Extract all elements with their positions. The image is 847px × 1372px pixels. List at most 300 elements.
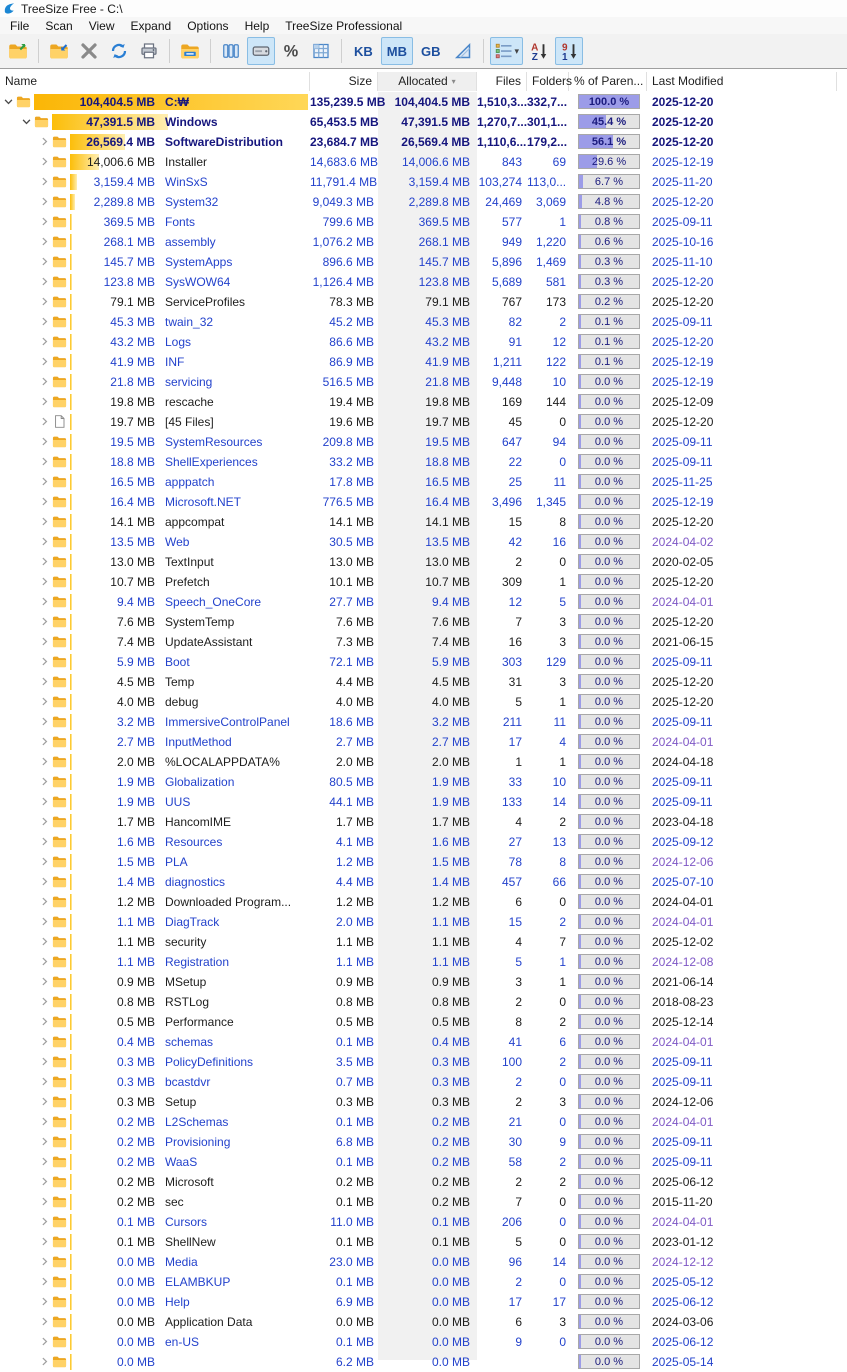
percent-label: 0.0 % xyxy=(594,716,624,728)
cell-files: 4 xyxy=(515,815,522,829)
column-header-files[interactable] xyxy=(477,72,527,91)
grid-view-button[interactable] xyxy=(307,37,335,65)
expander-chevron-icon[interactable] xyxy=(38,372,52,392)
table-row[interactable] xyxy=(0,1072,847,1092)
select-directory-button[interactable] xyxy=(4,37,32,65)
table-row[interactable] xyxy=(0,1172,847,1192)
table-row[interactable] xyxy=(0,1232,847,1252)
percent-of-parent-bar xyxy=(578,834,640,849)
column-header-allocated[interactable] xyxy=(378,72,477,91)
expander-chevron-icon[interactable] xyxy=(38,552,52,572)
folder-icon xyxy=(52,332,68,352)
row-size-label: 0.0 MB xyxy=(116,1255,155,1269)
cell-size: 27.7 MB xyxy=(329,595,374,609)
cell-files: 15 xyxy=(508,515,522,529)
expander-chevron-icon[interactable] xyxy=(38,672,52,692)
percent-of-parent-bar xyxy=(578,474,640,489)
cell-allocated: 0.5 MB xyxy=(431,1015,470,1029)
table-row[interactable] xyxy=(0,892,847,912)
percent-label: 0.1 % xyxy=(594,316,624,328)
cell-files: 949 xyxy=(501,235,522,249)
cell-size: 4.4 MB xyxy=(335,675,374,689)
expander-chevron-icon[interactable] xyxy=(20,112,34,132)
percent-of-parent-bar xyxy=(578,894,640,909)
cell-folders: 12 xyxy=(552,335,566,349)
unit-gb-label: GB xyxy=(421,43,441,59)
cell-allocated: 145.7 MB xyxy=(418,255,470,269)
cell-allocated: 4.0 MB xyxy=(431,695,470,709)
folder-icon xyxy=(52,1072,68,1092)
row-name: bcastdvr xyxy=(165,1075,211,1089)
row-name: Application Data xyxy=(165,1315,253,1329)
expander-chevron-icon[interactable] xyxy=(38,772,52,792)
table-row[interactable] xyxy=(0,292,847,312)
cell-folders xyxy=(527,1352,566,1372)
cell-last-modified: 2025-11-25 xyxy=(652,475,713,489)
row-size-label: 0.5 MB xyxy=(116,1015,155,1029)
row-name: Media xyxy=(165,1255,198,1269)
cell-allocated: 4.5 MB xyxy=(431,675,470,689)
cell-last-modified: 2025-12-20 xyxy=(652,275,714,289)
expander-chevron-icon[interactable] xyxy=(38,472,52,492)
cell-files: 15 xyxy=(508,915,522,929)
folder-icon xyxy=(52,572,68,592)
row-size-label: 9.4 MB xyxy=(116,595,155,609)
menu-item-help[interactable]: Help xyxy=(244,18,270,33)
folder-icon xyxy=(52,152,68,172)
cell-folders: 113,0... xyxy=(527,175,567,189)
row-name: ShellExperiences xyxy=(165,455,258,469)
percent-of-parent-bar xyxy=(578,154,640,169)
table-row[interactable] xyxy=(0,552,847,572)
table-row[interactable] xyxy=(0,1292,847,1312)
columns-icon xyxy=(221,41,241,61)
expander-chevron-icon[interactable] xyxy=(38,692,52,712)
table-row[interactable] xyxy=(0,652,847,672)
expander-chevron-icon[interactable] xyxy=(38,132,52,152)
table-row[interactable] xyxy=(0,1032,847,1052)
table-row[interactable] xyxy=(0,452,847,472)
percent-label: 0.0 % xyxy=(594,1336,624,1348)
table-row[interactable] xyxy=(0,1332,847,1352)
percent-label: 0.0 % xyxy=(594,1116,624,1128)
percent-label: 0.0 % xyxy=(594,1296,624,1308)
expander-chevron-icon[interactable] xyxy=(38,1172,52,1192)
percent-of-parent-bar xyxy=(578,714,640,729)
expander-chevron-icon[interactable] xyxy=(38,792,52,812)
row-name: ServiceProfiles xyxy=(165,295,246,309)
cell-allocated: 0.0 MB xyxy=(431,1315,470,1329)
cell-allocated: 0.0 MB xyxy=(431,1335,470,1349)
expander-chevron-icon[interactable] xyxy=(38,352,52,372)
table-row[interactable] xyxy=(0,512,847,532)
cell-folders: 11 xyxy=(553,715,566,729)
cell-allocated: 1.5 MB xyxy=(431,855,470,869)
table-row[interactable] xyxy=(0,992,847,1012)
cell-size: 1.7 MB xyxy=(335,815,374,829)
table-row[interactable] xyxy=(0,1052,847,1072)
cell-folders: 5 xyxy=(559,595,566,609)
row-size-label: 1.9 MB xyxy=(116,775,155,789)
menu-item-file[interactable]: File xyxy=(10,18,30,33)
cell-folders: 144 xyxy=(545,395,566,409)
expander-chevron-icon[interactable] xyxy=(38,992,52,1012)
expander-chevron-icon[interactable] xyxy=(38,932,52,952)
cell-last-modified: 2025-09-11 xyxy=(652,455,713,469)
expander-chevron-icon[interactable] xyxy=(38,732,52,752)
table-row[interactable] xyxy=(0,412,847,432)
cell-allocated: 16.5 MB xyxy=(425,475,470,489)
folder-icon xyxy=(52,132,68,152)
expander-chevron-icon[interactable] xyxy=(38,852,52,872)
expander-chevron-icon[interactable] xyxy=(38,1012,52,1032)
table-row[interactable] xyxy=(0,952,847,972)
table-row[interactable] xyxy=(0,792,847,812)
table-row[interactable] xyxy=(0,752,847,772)
cell-allocated: 2.0 MB xyxy=(431,755,470,769)
table-row[interactable] xyxy=(0,1272,847,1292)
cell-last-modified: 2024-12-06 xyxy=(652,1095,714,1109)
unit-kb-button[interactable] xyxy=(348,37,379,65)
cell-allocated: 0.1 MB xyxy=(431,1215,470,1229)
expander-chevron-icon[interactable] xyxy=(38,1092,52,1112)
menu-item-view[interactable]: View xyxy=(88,18,115,33)
cell-size: 86.9 MB xyxy=(329,355,374,369)
expander-chevron-icon[interactable] xyxy=(38,1152,52,1172)
table-row[interactable] xyxy=(0,352,847,372)
cell-files: 96 xyxy=(508,1255,522,1269)
cell-folders: 2 xyxy=(559,315,566,329)
table-row[interactable] xyxy=(0,312,847,332)
row-name: Globalization xyxy=(165,775,235,789)
delete-button[interactable] xyxy=(75,37,103,65)
cell-files: 5 xyxy=(515,695,522,709)
toolbar-separator xyxy=(169,39,170,63)
cell-last-modified: 2025-11-20 xyxy=(652,175,713,189)
sort-alphabetical-button[interactable] xyxy=(525,37,553,65)
cell-folders: 8 xyxy=(559,855,566,869)
row-name: HancomIME xyxy=(165,815,232,829)
folder-icon xyxy=(52,1012,68,1032)
cell-last-modified: 2025-09-11 xyxy=(652,715,713,729)
expander-chevron-icon[interactable] xyxy=(38,452,52,472)
column-header-label: Files xyxy=(495,74,521,88)
cell-folders: 3 xyxy=(559,615,566,629)
refresh-button[interactable] xyxy=(105,37,133,65)
percent-label: 0.0 % xyxy=(594,436,624,448)
unit-mb-button[interactable] xyxy=(381,37,413,65)
table-row[interactable] xyxy=(0,172,847,192)
expander-chevron-icon[interactable] xyxy=(38,172,52,192)
expander-chevron-icon[interactable] xyxy=(38,752,52,772)
cell-files: 45 xyxy=(508,415,522,429)
expander-chevron-icon[interactable] xyxy=(38,312,52,332)
table-row[interactable] xyxy=(0,772,847,792)
expander-chevron-icon[interactable] xyxy=(38,1192,52,1212)
expander-chevron-icon[interactable] xyxy=(38,1332,52,1352)
move-to-button[interactable] xyxy=(45,37,73,65)
cell-files: 169 xyxy=(501,395,522,409)
allocated-space-view-button[interactable] xyxy=(247,37,275,65)
folder-icon xyxy=(52,812,68,832)
expander-chevron-icon[interactable] xyxy=(38,292,52,312)
print-button[interactable] xyxy=(135,37,163,65)
table-row[interactable] xyxy=(0,192,847,212)
table-row[interactable] xyxy=(0,372,847,392)
table-row[interactable] xyxy=(0,692,847,712)
cell-allocated: 0.3 MB xyxy=(431,1095,470,1109)
percent-label: 0.2 % xyxy=(594,296,624,308)
sort-indicator-icon: ▾ xyxy=(451,77,456,86)
cell-last-modified: 2025-06-12 xyxy=(652,1295,714,1309)
expander-chevron-icon[interactable] xyxy=(2,92,16,112)
expander-chevron-icon[interactable] xyxy=(38,632,52,652)
expander-chevron-icon[interactable] xyxy=(38,952,52,972)
cell-size: 10.1 MB xyxy=(329,575,374,589)
table-row[interactable] xyxy=(0,632,847,652)
table-row[interactable] xyxy=(0,432,847,452)
table-row[interactable] xyxy=(0,132,847,152)
table-row[interactable] xyxy=(0,672,847,692)
table-row[interactable] xyxy=(0,612,847,632)
expander-chevron-icon[interactable] xyxy=(38,252,52,272)
table-row[interactable] xyxy=(0,1212,847,1232)
folder-icon xyxy=(52,672,68,692)
expander-chevron-icon[interactable] xyxy=(38,212,52,232)
expander-chevron-icon[interactable] xyxy=(38,432,52,452)
expander-chevron-icon[interactable] xyxy=(38,1112,52,1132)
expander-chevron-icon[interactable] xyxy=(38,812,52,832)
folder-icon xyxy=(52,312,68,332)
column-header-name[interactable] xyxy=(0,72,310,91)
percent-label: 29.6 % xyxy=(591,156,627,168)
menu-bar xyxy=(0,17,847,34)
expander-chevron-icon[interactable] xyxy=(38,412,52,432)
column-header-label: Folders xyxy=(532,74,573,88)
expander-chevron-icon[interactable] xyxy=(38,152,52,172)
cell-allocated: 7.6 MB xyxy=(431,615,470,629)
percent-label: 0.0 % xyxy=(594,536,624,548)
expander-chevron-icon[interactable] xyxy=(38,1232,52,1252)
sort-91-icon xyxy=(559,41,579,61)
percent-view-button[interactable] xyxy=(277,37,305,65)
expander-chevron-icon[interactable] xyxy=(38,572,52,592)
percent-of-parent-bar xyxy=(578,1294,640,1309)
expander-chevron-icon[interactable] xyxy=(38,1312,52,1332)
table-row[interactable] xyxy=(0,872,847,892)
table-row[interactable] xyxy=(0,1092,847,1112)
folder-icon xyxy=(52,532,68,552)
cell-folders: 129 xyxy=(545,655,566,669)
menu-item-options[interactable]: Options xyxy=(187,18,229,33)
percent-of-parent-bar xyxy=(578,554,640,569)
row-name: System32 xyxy=(165,195,219,209)
table-row[interactable] xyxy=(0,1132,847,1152)
table-row[interactable] xyxy=(0,1192,847,1212)
cell-files: 2 xyxy=(515,995,522,1009)
expander-chevron-icon[interactable] xyxy=(38,892,52,912)
cell-folders: 173 xyxy=(545,295,566,309)
expander-chevron-icon[interactable] xyxy=(38,832,52,852)
cell-files: 1,110,6... xyxy=(477,135,527,149)
sort-by-size-button[interactable] xyxy=(555,37,583,65)
sort-options-button[interactable] xyxy=(490,37,524,65)
table-row[interactable] xyxy=(0,1152,847,1172)
cell-files: 3,496 xyxy=(491,495,522,509)
expander-chevron-icon[interactable] xyxy=(38,872,52,892)
expander-chevron-icon[interactable] xyxy=(38,612,52,632)
cell-last-modified: 2025-05-12 xyxy=(652,1275,714,1289)
cell-files: 21 xyxy=(508,1115,522,1129)
cell-folders: 2 xyxy=(559,815,566,829)
table-row[interactable] xyxy=(0,712,847,732)
expander-chevron-icon[interactable] xyxy=(38,1032,52,1052)
expander-chevron-icon[interactable] xyxy=(38,1352,52,1372)
expander-chevron-icon[interactable] xyxy=(38,272,52,292)
row-name: sec xyxy=(165,1195,184,1209)
row-name: TextInput xyxy=(165,555,214,569)
expander-chevron-icon[interactable] xyxy=(38,1072,52,1092)
cell-size: 1.2 MB xyxy=(335,855,374,869)
menu-item-scan[interactable]: Scan xyxy=(45,18,73,33)
menu-item-treesize-professional[interactable]: TreeSize Professional xyxy=(285,18,403,33)
table-row[interactable] xyxy=(0,392,847,412)
folder-icon xyxy=(52,1092,68,1112)
row-size-label: 16.4 MB xyxy=(110,495,155,509)
cell-last-modified: 2024-04-02 xyxy=(652,535,714,549)
column-header-folders[interactable] xyxy=(527,72,573,91)
expander-chevron-icon[interactable] xyxy=(38,1252,52,1272)
expander-chevron-icon[interactable] xyxy=(38,1132,52,1152)
table-row[interactable] xyxy=(0,592,847,612)
row-size-label: 0.1 MB xyxy=(116,1215,155,1229)
row-size-label: 5.9 MB xyxy=(116,655,155,669)
table-row[interactable] xyxy=(0,1252,847,1272)
row-name: ShellNew xyxy=(165,1235,216,1249)
column-header-percent[interactable] xyxy=(569,72,647,91)
table-row[interactable] xyxy=(0,272,847,292)
cell-files: 457 xyxy=(501,875,522,889)
cell-allocated: 2.7 MB xyxy=(431,735,470,749)
percent-label: 0.1 % xyxy=(594,336,624,348)
percent-of-parent-bar xyxy=(578,694,640,709)
cell-files: 31 xyxy=(508,675,522,689)
table-row[interactable] xyxy=(0,732,847,752)
cell-files: 647 xyxy=(501,435,522,449)
table-row[interactable] xyxy=(0,1312,847,1332)
table-row[interactable] xyxy=(0,812,847,832)
columns-view-button[interactable] xyxy=(217,37,245,65)
table-row[interactable] xyxy=(0,472,847,492)
expander-chevron-icon[interactable] xyxy=(38,1052,52,1072)
expander-chevron-icon[interactable] xyxy=(38,512,52,532)
cell-size: 0.1 MB xyxy=(335,1275,374,1289)
expander-chevron-icon[interactable] xyxy=(38,1292,52,1312)
cell-folders: 3 xyxy=(559,635,566,649)
table-row[interactable] xyxy=(0,232,847,252)
row-name: MSetup xyxy=(165,975,207,989)
table-row[interactable] xyxy=(0,1112,847,1132)
table-row[interactable] xyxy=(0,912,847,932)
cell-folders: 2 xyxy=(559,1155,566,1169)
table-row[interactable] xyxy=(0,532,847,552)
table-row[interactable] xyxy=(0,112,847,132)
expander-chevron-icon[interactable] xyxy=(38,1272,52,1292)
table-row[interactable] xyxy=(0,492,847,512)
cell-last-modified: 2015-11-20 xyxy=(652,1195,713,1209)
expander-chevron-icon[interactable] xyxy=(38,1212,52,1232)
size-ruler-button[interactable] xyxy=(449,37,477,65)
percent-label: 0.0 % xyxy=(594,576,624,588)
expander-chevron-icon[interactable] xyxy=(38,232,52,252)
row-size-label: 45.3 MB xyxy=(110,315,155,329)
table-row[interactable] xyxy=(0,212,847,232)
table-row[interactable] xyxy=(0,152,847,172)
expander-chevron-icon[interactable] xyxy=(38,712,52,732)
table-row[interactable] xyxy=(0,332,847,352)
expander-chevron-icon[interactable] xyxy=(38,532,52,552)
expander-chevron-icon[interactable] xyxy=(38,912,52,932)
folder-icon xyxy=(52,1332,68,1352)
column-header-size[interactable] xyxy=(310,72,378,91)
percent-of-parent-bar xyxy=(578,1194,640,1209)
expander-chevron-icon[interactable] xyxy=(38,192,52,212)
cell-folders: 13 xyxy=(552,835,566,849)
table-row[interactable] xyxy=(0,92,847,112)
cell-last-modified: 2024-04-18 xyxy=(652,755,714,769)
table-row[interactable] xyxy=(0,832,847,852)
unit-gb-button[interactable] xyxy=(415,37,447,65)
expander-chevron-icon[interactable] xyxy=(38,392,52,412)
table-row[interactable] xyxy=(0,852,847,872)
printer-icon xyxy=(139,41,159,61)
column-header-modified[interactable] xyxy=(647,72,837,91)
percent-of-parent-bar xyxy=(578,94,640,109)
cell-folders: 69 xyxy=(552,155,566,169)
table-row[interactable] xyxy=(0,1352,847,1372)
cell-last-modified: 2025-07-10 xyxy=(652,875,714,889)
folder-icon xyxy=(52,832,68,852)
table-row[interactable] xyxy=(0,572,847,592)
cell-size: 0.2 MB xyxy=(335,1175,374,1189)
cell-files: 22 xyxy=(508,455,522,469)
cell-allocated: 1.1 MB xyxy=(431,955,470,969)
percent-label: 56.1 % xyxy=(591,136,627,148)
expander-chevron-icon[interactable] xyxy=(38,592,52,612)
cell-folders: 0 xyxy=(559,415,566,429)
row-name: rescache xyxy=(165,395,214,409)
table-row[interactable] xyxy=(0,1012,847,1032)
table-row[interactable] xyxy=(0,972,847,992)
row-size-label: 0.1 MB xyxy=(116,1235,155,1249)
cell-folders: 1 xyxy=(559,755,566,769)
percent-of-parent-bar xyxy=(578,1114,640,1129)
cell-size: 0.1 MB xyxy=(335,1155,374,1169)
expander-chevron-icon[interactable] xyxy=(38,332,52,352)
expander-chevron-icon[interactable] xyxy=(38,492,52,512)
percent-label: 0.0 % xyxy=(594,1096,624,1108)
table-row[interactable] xyxy=(0,932,847,952)
table-row[interactable] xyxy=(0,252,847,272)
archive-button[interactable] xyxy=(176,37,204,65)
cell-last-modified: 2020-02-05 xyxy=(652,555,714,569)
expander-chevron-icon[interactable] xyxy=(38,972,52,992)
cell-last-modified: 2025-09-11 xyxy=(652,795,713,809)
menu-item-expand[interactable]: Expand xyxy=(130,18,172,33)
row-name: Temp xyxy=(165,675,195,689)
cell-last-modified: 2025-09-11 xyxy=(652,1135,713,1149)
expander-chevron-icon[interactable] xyxy=(38,652,52,672)
